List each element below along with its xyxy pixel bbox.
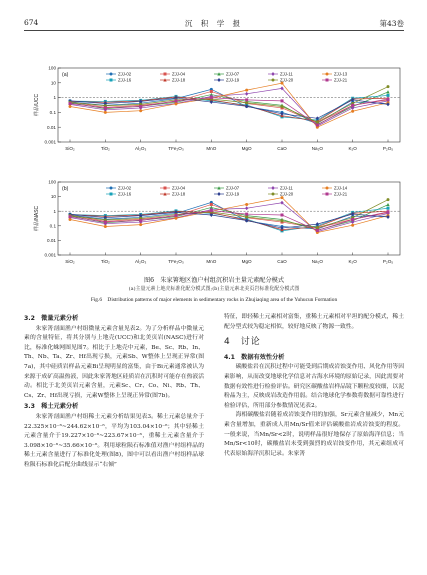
data-point [386, 90, 389, 93]
x-tick-label: TFe₂O₃ [168, 146, 184, 151]
data-point [210, 203, 213, 206]
y-axis-label: 样品/UCC [34, 93, 40, 117]
legend-marker [271, 186, 274, 190]
legend-label: ZJJ-07 [226, 71, 240, 77]
data-point [245, 101, 248, 104]
legend-label: ZJJ-11 [280, 71, 293, 77]
data-point [69, 105, 72, 108]
data-point [245, 92, 248, 96]
x-tick-label: TFe₂O₃ [168, 259, 184, 264]
legend-marker [326, 79, 329, 82]
legend-label: ZJJ-21 [334, 77, 348, 83]
data-point [69, 218, 72, 221]
data-point [351, 218, 354, 221]
data-point [351, 110, 354, 113]
legend-label: ZJJ-16 [118, 191, 132, 197]
chart-panel-a [33, 66, 400, 151]
data-point [210, 209, 213, 212]
data-point [139, 105, 142, 108]
journal-title: 沉 积 学 报 [184, 19, 244, 28]
data-point [69, 215, 72, 218]
data-point [104, 106, 107, 109]
data-point [245, 216, 248, 219]
x-tick-label: CaO [277, 259, 287, 264]
legend-label: ZJJ-20 [280, 77, 294, 83]
y-axis-label: 样品/NASC [34, 205, 40, 232]
section-heading-4: 4 讨论 [224, 337, 261, 348]
data-point [386, 203, 389, 206]
legend-label: ZJJ-14 [334, 185, 348, 191]
x-tick-label: K₂O [348, 259, 357, 264]
legend-label: ZJJ-07 [226, 185, 240, 191]
y-tick-label: 10 [50, 194, 56, 200]
panel-label: (b) [62, 186, 69, 192]
legend-marker [110, 193, 113, 196]
legend-marker [164, 187, 167, 190]
legend-marker [164, 73, 167, 76]
legend-marker [217, 192, 220, 196]
data-point [104, 111, 107, 114]
legend-label: ZJJ-04 [172, 185, 186, 191]
x-tick-label: TiO₂ [100, 146, 110, 151]
section-heading-3-2: 3.2 微量元素分析 [24, 315, 79, 322]
y-tick-label: 0.01 [47, 238, 56, 243]
data-point [316, 121, 319, 124]
y-tick-label: 0.1 [49, 110, 56, 115]
y-tick-label: 0.001 [44, 252, 56, 258]
legend-marker [217, 78, 220, 82]
figure-subcaption-cn: (a)主量元素上地壳标准化配分模式图;(b)主量元素北美页岩标准化配分模式图 [128, 286, 300, 292]
section-heading-4-1: 4.1 数据有效性分析 [224, 353, 285, 361]
x-tick-label: P₂O₅ [382, 259, 394, 264]
y-tick-label: 1 [53, 95, 56, 101]
legend-label: ZJJ-16 [118, 77, 132, 83]
x-tick-label: MgO [241, 146, 252, 151]
legend-marker [272, 79, 275, 82]
paragraph: 特征，即轻稀土元素相对富集，重稀土元素相对平坦的配分模式，稀土配分型式较为稳定相似，较好地反映了物源一致性。 [224, 314, 404, 330]
figure-caption-en: Fig.6 Distribution patterns of major elements in sedimentary rocks in Zhujiaqing area of the Yuhucun Formation [90, 297, 338, 303]
data-point [104, 221, 107, 224]
body-right-column [224, 313, 404, 459]
legend-label: ZJJ-19 [226, 77, 240, 83]
legend-marker [271, 72, 274, 76]
data-point [316, 229, 319, 232]
data-point [281, 99, 284, 102]
x-tick-label: SiO₂ [65, 146, 75, 151]
legend-marker [110, 79, 113, 82]
data-point [245, 203, 248, 206]
y-tick-label: 1 [53, 208, 56, 214]
x-tick-label: Al₂O₃ [135, 146, 147, 151]
x-tick-label: CaO [277, 146, 287, 151]
y-tick-label: 100 [48, 179, 56, 185]
x-tick-label: Na₂O [311, 259, 323, 264]
data-point [316, 124, 319, 127]
legend-marker [326, 73, 329, 76]
data-point [245, 213, 248, 216]
figure-caption-cn: 图6 朱家箐地区渔户村组沉积岩主量元素配分模式 [143, 277, 285, 284]
data-point [69, 102, 72, 105]
section-heading-3-3: 3.3 稀土元素分析 [24, 403, 79, 411]
data-point [175, 102, 178, 105]
data-point [351, 224, 354, 227]
series-line [70, 92, 388, 125]
data-point [281, 219, 284, 222]
data-point [351, 104, 354, 107]
legend-label: ZJJ-20 [280, 191, 294, 197]
data-point [245, 98, 248, 101]
y-tick-label: 0.001 [44, 139, 56, 145]
y-tick-label: 10 [50, 80, 56, 86]
data-point [245, 89, 248, 92]
y-tick-label: 100 [48, 65, 56, 71]
x-tick-label: Al₂O₃ [135, 259, 147, 264]
legend-label: ZJJ-18 [172, 77, 186, 83]
data-point [316, 226, 319, 229]
data-point [139, 219, 142, 222]
legend-label: ZJJ-02 [118, 185, 132, 191]
data-point [387, 210, 390, 213]
data-point [175, 217, 178, 220]
x-tick-label: SiO₂ [65, 259, 75, 264]
data-point [387, 207, 390, 210]
data-point [387, 98, 390, 101]
x-tick-label: MnO [206, 146, 217, 151]
paragraph: 海相碳酸盐岩随着成岩蚀变作用的加强，Sr元素含量减少，Mn元素含量增加，重新成人用Mn/Sr值来评估碳酸盐岩成岩蚀变的程度。一般来说，当Mn/Sr<2时，说明样品很好地保存了原始海洋信息；当Mn/Sr<10时，碳酸盐岩未受到强烈的成岩蚀变作用，其元素组成可代表原始海洋沉积记录。朱家箐 [224, 412, 404, 457]
data-point [387, 85, 390, 88]
x-tick-label: MgO [241, 259, 252, 264]
body-left-column [24, 313, 204, 471]
y-tick-label: 0.1 [49, 223, 56, 229]
legend-marker [110, 187, 113, 190]
data-point [175, 99, 178, 102]
data-point [387, 198, 390, 201]
legend-label: ZJJ-13 [334, 71, 348, 77]
x-tick-label: TiO₂ [100, 259, 110, 264]
data-point [139, 109, 142, 112]
page-number: 674 [24, 18, 39, 27]
data-point [210, 90, 213, 93]
legend-marker [326, 187, 329, 190]
legend-marker [272, 193, 275, 196]
data-point [281, 213, 284, 216]
x-tick-label: K₂O [348, 146, 357, 151]
data-point [104, 225, 107, 228]
volume-label: 第43卷 [379, 19, 404, 28]
legend-marker [110, 73, 113, 76]
legend-label: ZJJ-04 [172, 71, 186, 77]
x-tick-label: MnO [206, 259, 217, 264]
legend-label: ZJJ-18 [172, 191, 186, 197]
x-tick-label: P₂O₅ [382, 146, 394, 151]
data-point [210, 96, 213, 99]
paragraph: 碳酸盐岩在沉积过程中可能受到后期成岩蚀变作用、风化作用等因素影响，从而改变地球化学信息对古海水环境的原始记录，因此需要对数据有效性进行检验评估。研究区碳酸盐岩样品镜下颗粒度较细，以泥粉晶为主，反映成岩改造作用弱。结合地球化学参数将数据可靠性进行检验评估，所用部分参数情况见表2。 [224, 364, 404, 409]
y-tick-label: 0.01 [47, 124, 56, 130]
data-point [245, 206, 248, 210]
data-point [281, 105, 284, 108]
legend-label: ZJJ-19 [226, 191, 240, 197]
legend-label: ZJJ-11 [280, 185, 293, 191]
legend-label: ZJJ-21 [334, 191, 348, 197]
paragraph: 朱家箐剖面渔户村组稀土元素分析结果见表3。稀土元素总量介于22.325×10⁻⁶~244.62×10⁻⁶，平均为103.04×10⁻⁶；其中轻稀土元素含量介于19.227×10⁻⁶~223.67×10⁻⁶，重稀土元素含量介于3.098×10⁻⁶~35.66×10⁻⁶。利用球粒陨石标准值对渔户村组样品的稀土元素含量进行了标准化处理(图8)，图中可以看出渔户村组样品球粒陨石标准化后配分曲线显示“右倾” [24, 413, 204, 468]
panel-label: (a) [62, 72, 69, 78]
paragraph: 朱家箐剖面渔户村组微量元素含量见表2。为了分析样品中微量元素的含量特征，将其分别与上地壳(UCC)和北美页岩(NASC)进行对比，标准化蛛网图见图7。相比于上地壳中元素，Be、Sc、Rb、In、Th、Nb、Ta、Zr、Hf出现亏损，元素Sb、W整体上呈现正异常(图7a)，其中硅质岩样品元素Bi呈现明显的富集，由于Bi元素通常被认为来源于成矿高温热液，因此朱家箐地区硅质岩在沉积时可能存在热液活动。相比于北美页岩元素含量，元素Sc、Cr、Co、Ni、Rb、Th、Cs、Zr、Hf出现亏损，元素W整体上呈现正异常(图7b)。 [24, 325, 204, 399]
legend-marker [326, 193, 329, 196]
legend-label: ZJJ-02 [118, 71, 132, 77]
x-tick-label: Na₂O [311, 146, 323, 151]
data-point [175, 214, 178, 217]
chart-panel-b [33, 180, 400, 264]
data-point [139, 223, 142, 226]
